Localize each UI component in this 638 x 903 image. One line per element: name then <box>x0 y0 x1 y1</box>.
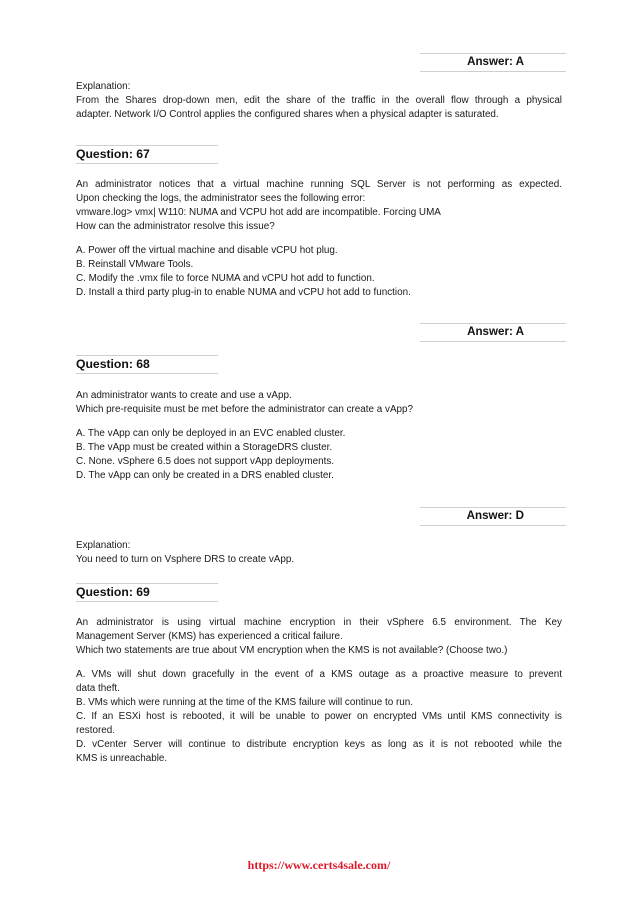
answer-box-q67 <box>420 323 566 342</box>
option-a: A. The vApp can only be deployed in an EVC enabled cluster. <box>76 428 346 439</box>
explanation-line: You need to turn on Vsphere DRS to create vApp. <box>76 554 295 565</box>
option-b: B. The vApp must be created within a StorageDRS cluster. <box>76 442 333 453</box>
answer-label: Answer: A <box>467 55 524 68</box>
question-heading-69 <box>76 583 218 602</box>
question-body-67 <box>76 178 562 300</box>
question-line: An administrator wants to create and use a vApp. <box>76 390 292 401</box>
question-line: An administrator is using virtual machine encryption in their vSphere 6.5 environment. The Key <box>76 617 562 628</box>
question-body-69 <box>76 616 562 766</box>
question-title: Question: 69 <box>76 585 150 599</box>
option-c: C. None. vSphere 6.5 does not support vApp deployments. <box>76 456 335 467</box>
option-d: D. Install a third party plug-in to enable NUMA and vCPU hot add to function. <box>76 287 411 298</box>
question-title: Question: 68 <box>76 357 150 371</box>
option-c: C. Modify the .vmx file to force NUMA and vCPU hot add to function. <box>76 273 375 284</box>
explanation-label: Explanation: <box>76 81 131 92</box>
option-d: D. The vApp can only be created in a DRS enabled cluster. <box>76 470 334 481</box>
question-line: An administrator notices that a virtual machine running SQL Server is not performing as expected. <box>76 179 562 190</box>
option-a-cont: data theft. <box>76 683 120 694</box>
option-b: B. Reinstall VMware Tools. <box>76 259 194 270</box>
option-a: A. VMs will shut down gracefully in the event of a KMS outage as a proactive measure to prevent <box>76 669 562 680</box>
explanation-q66 <box>76 80 562 122</box>
option-d-cont: KMS is unreachable. <box>76 753 168 764</box>
explanation-line: adapter. Network I/O Control applies the configured shares when a physical adapter is saturated. <box>76 109 499 120</box>
option-a: A. Power off the virtual machine and disable vCPU hot plug. <box>76 245 338 256</box>
question-line: Management Server (KMS) has experienced a critical failure. <box>76 631 343 642</box>
question-line: Upon checking the logs, the administrator sees the following error: <box>76 193 366 204</box>
option-c: C. If an ESXi host is rebooted, it will be unable to power on encrypted VMs until KMS connectivity is <box>76 711 562 722</box>
answer-box-q68 <box>420 507 566 526</box>
question-line: How can the administrator resolve this issue? <box>76 221 275 232</box>
question-title: Question: 67 <box>76 147 150 161</box>
question-line: Which two statements are true about VM encryption when the KMS is not available? (Choose two.) <box>76 645 508 656</box>
option-d: D. vCenter Server will continue to distribute encryption keys as long as it is not rebooted while the <box>76 739 562 750</box>
explanation-label: Explanation: <box>76 540 131 551</box>
question-line: vmware.log> vmx| W110: NUMA and VCPU hot add are incompatible. Forcing UMA <box>76 207 441 218</box>
answer-box-q66 <box>420 53 566 72</box>
option-c-cont: restored. <box>76 725 115 736</box>
answer-label: Answer: A <box>467 325 524 338</box>
question-heading-67 <box>76 145 218 164</box>
option-b: B. VMs which were running at the time of the KMS failure will continue to run. <box>76 697 414 708</box>
footer-link[interactable]: https://www.certs4sale.com/ <box>247 858 391 872</box>
question-heading-68 <box>76 355 218 374</box>
question-body-68 <box>76 389 562 483</box>
explanation-q68 <box>76 539 562 567</box>
answer-label: Answer: D <box>466 509 524 522</box>
question-line: Which pre-requisite must be met before the administrator can create a vApp? <box>76 404 414 415</box>
explanation-line: From the Shares drop-down men, edit the share of the traffic in the overall flow through a physical <box>76 95 562 106</box>
